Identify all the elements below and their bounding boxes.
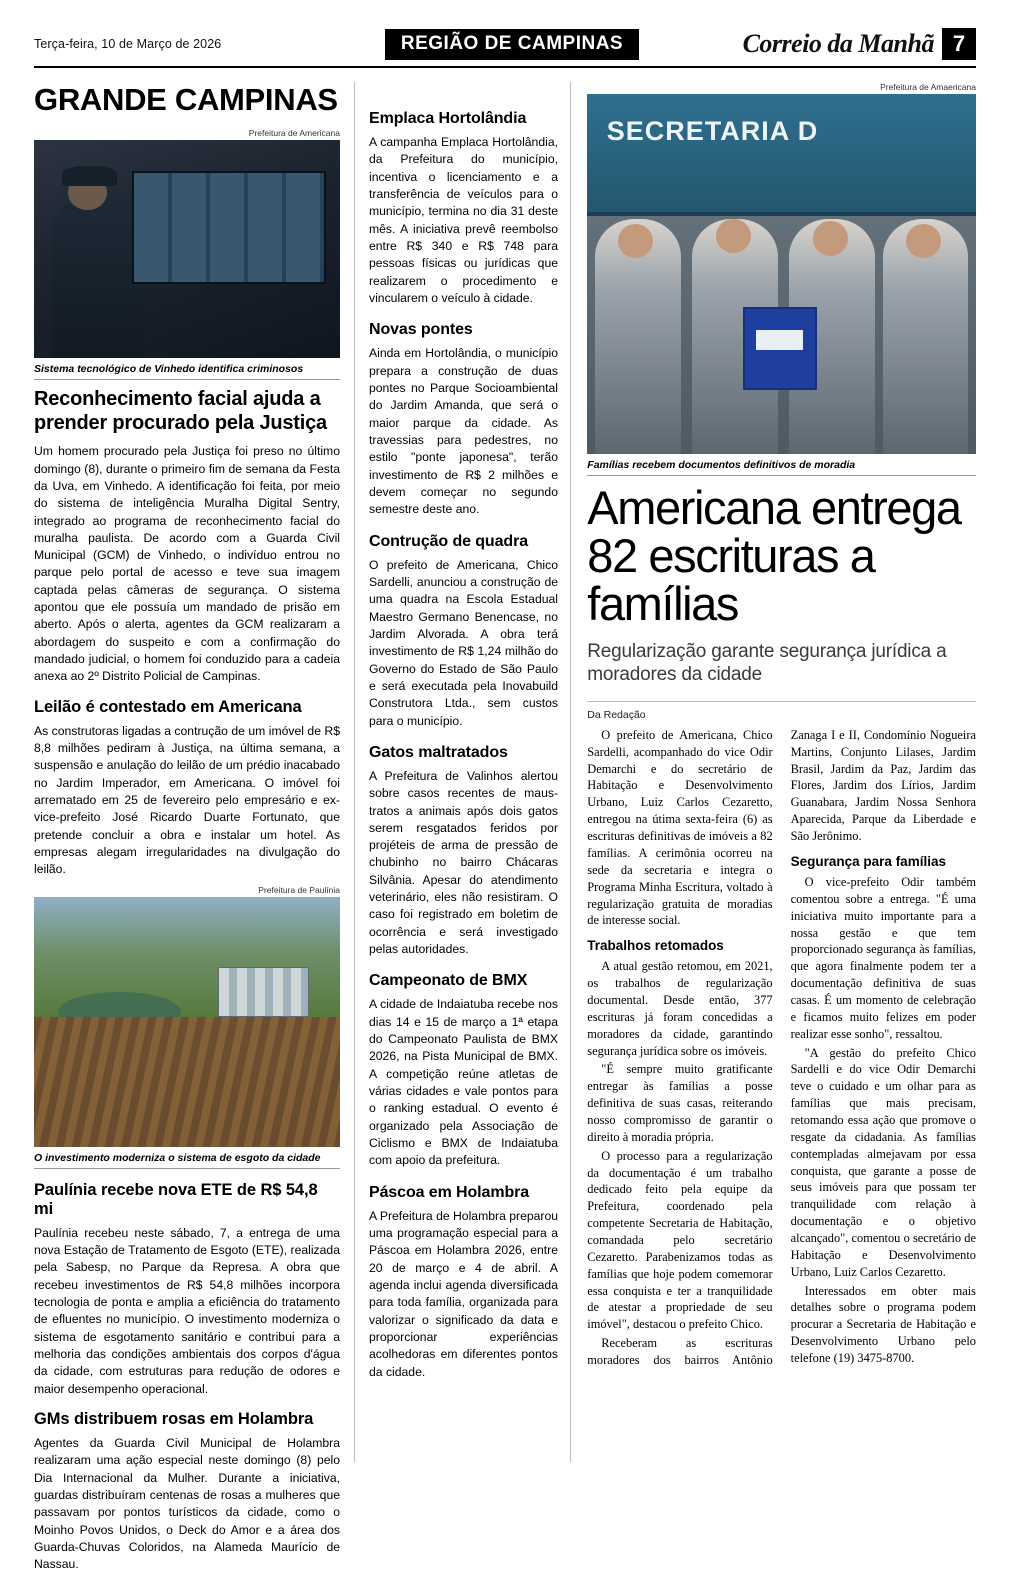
brief-text-1: Ainda em Hortolândia, o município prepara a construção de duas pontes no Parque Socioambiental do Jardim Amanda, que será o maior parque da cidade. As travessias para pedestres, no estilo "ponte japonesa", terão investimento de R$ 2 milhões e devem começar no segundo semestre deste ano. (369, 346, 558, 517)
masthead-right (743, 28, 976, 60)
main-s0-p2: O processo para a regularização da documentação é um trabalho dedicado feito pela equipe da Prefeitura, coordenado pela competente Secretaria de Habitação, comandada pelo secretário Cezaretto. Parabenizamos todas as famílias que hoje podem comemorar essa conquista e ter a tranquilidade de atestar a propriedade de seu imóvel", destacou o prefeito Chico. (587, 1148, 773, 1332)
main-s1-p0: O vice-prefeito Odir também comentou sobre a entrega. "É uma iniciativa muito importante para a nossa gestão e que tem proporcionado segurança às famílias, que agora finalmente podem ter a documentação definitiva de suas casas. É um momento de celebração e ficamos muito felizes em poder realizar esse sonho", ressaltou. (790, 874, 976, 1041)
photo-credit-1: Prefeitura de Americana (248, 128, 340, 138)
brief-headline-1: Novas pontes (369, 321, 473, 339)
photo-sign-text: SECRETARIA D (606, 115, 819, 146)
brief-headline-3: Gatos maltratados (369, 743, 508, 761)
story2-paragraph: As construtoras ligadas a contrução de um imóvel de R$ 8,8 milhões pediram à Justiça, na última semana, a suspensão e anulação do leilão de um prédio inacabado no Jardim Imperador, em Americana. O imóvel foi arrematado em 25 de fevereiro pelo empresário e ex-vice-prefeito José Ricardo Duarte Fortunato, que pretende concluir a obra e instalar um hotel. As empresas alegam irregularidades na divulgação do leilão. (34, 723, 340, 877)
main-section-heading-0: Trabalhos retomados (587, 938, 724, 954)
photo-credit-main: Prefeitura de Amaericana (880, 82, 976, 92)
column-a (34, 82, 354, 1572)
right-zone (570, 82, 976, 1462)
photo-plant (218, 967, 310, 1017)
section-banner: REGIÃO DE CAMPINAS (385, 29, 639, 60)
photo-caption-3: O investimento moderniza o sistema de esgoto da cidade (34, 1147, 340, 1169)
main-headline: Americana entrega 82 escrituras a famílias (587, 481, 961, 630)
photo-facial-recognition (34, 140, 340, 358)
lead-headline: Reconhecimento facial ajuda a prender procurado pela Justiça (34, 388, 327, 434)
story2-headline: Leilão é contestado em Americana (34, 697, 302, 716)
page-number: 7 (942, 28, 976, 60)
photo-sewage-plant (34, 897, 340, 1147)
publication-date: Terça-feira, 10 de Março de 2026 (34, 37, 222, 51)
main-deck: Regularização garante segurança jurídica a moradores da cidade (587, 640, 947, 686)
brief-headline-5: Páscoa em Holambra (369, 1183, 530, 1201)
page-body (34, 82, 976, 1572)
photo-blue-folder (743, 307, 817, 390)
photo-credit-3: Prefeitura de Paulínia (258, 884, 340, 895)
brief-text-2: O prefeito de Americana, Chico Sardelli, anunciou a construção de uma quadra na Escola Estadual Maestro Germano Benencase, no Jardim Alvorada. A obra terá investimento de R$ 1,24 milhão do Governo do Estado de São Paulo e será executada pela Inovabuild Construtora Ltda., sem custos para o município. (369, 557, 558, 728)
brief-headline-2: Contrução de quadra (369, 532, 529, 550)
photo-person-head-3 (813, 221, 848, 255)
photo-people (587, 209, 976, 454)
story4-headline: GMs distribuem rosas em Holambra (34, 1410, 314, 1429)
main-s1-p2: Interessados em obter mais detalhes sobre o programa podem procurar a Secretaria de Habitação e Desenvolvimento Urbano pelo telefone (19) 3475-8700. (790, 1283, 976, 1365)
brief-headline-4: Campeonato de BMX (369, 972, 528, 990)
masthead (34, 28, 976, 68)
photo-caption-1: Sistema tecnológico de Vinhedo identifica criminosos (34, 358, 340, 380)
main-article-body (587, 727, 976, 1369)
byline: Da Redação (587, 701, 976, 721)
left-zone (34, 82, 570, 1572)
photo-field (34, 1017, 340, 1147)
main-s0-p0: A atual gestão retomou, em 2021, os trabalhos de regularização documental. Desde então, 377 escrituras já foram concedidas a moradores da cidade, garantindo segurança jurídica sobre os imóveis. (587, 959, 773, 1058)
main-s0-p1: "É sempre muito gratificante entregar às famílias a posse definitiva de suas casas, reiterando nosso compromisso de garantir o direito à moradia própria. (587, 1062, 773, 1144)
column-b-briefs (354, 82, 564, 1462)
photo-person-head-2 (716, 219, 751, 253)
main-s0-p3: Receberam as escrituras moradores dos bairros Antônio Zanaga I e II, Condomínio Nogueira Martins, Conjunto Lilases, Jardim Brasil, Jardim da Paz, Jardim das Flores, Jardim dos Lírios, Jardim Guanabara, Jardim Nossa Senhora Aparecida, Parque da Liberdade e São Jerônimo. (587, 727, 976, 1367)
brief-text-3: A Prefeitura de Valinhos alertou sobre casos recentes de maus-tratos a animais após dois gatos serem resgatados feridos por projéteis de arma de pressão de chubinho no bairro Chácaras Silvânia. Apesar do atendimento veterinário, eles não resistiram. O caso foi registrado em boletim de ocorrência e será investigado pelas autoridades. (369, 768, 558, 957)
main-paragraph-0: O prefeito de Americana, Chico Sardelli, acompanhado do vice Odir Demarchi e do secretário de Habitação e Desenvolvimento Urbano, Luiz Carlos Cezaretto, entregou na útima sexta-feira (6) as escrituras definitivas de imóveis a 82 famílias. A cerimônia ocorreu na sede da secretaria e integra o Programa Minha Escritura, voltado à regularização gratuita de moradias de interesse social. (587, 727, 773, 928)
newspaper-logo: Correio da Manhã (742, 29, 934, 58)
main-section-heading-1: Segurança para famílias (790, 853, 946, 869)
brief-headline-0: Emplaca Hortolândia (369, 110, 527, 127)
story4-paragraph: Agentes da Guarda Civil Municipal de Holambra realizaram uma ação especial neste domingo (8) pelo Dia Internacional da Mulher. Durante a iniciativa, guardas distribuíram centenas de rosas a mulheres que passavam por pontos turísticos da cidade, como o Moinho Povos Unidos, o Deck do Amor e a área dos Guarda-Chuvas Coloridos, na Alameda Maurício de Nassau. (34, 1436, 340, 1572)
story3-paragraph: Paulínia recebeu neste sábado, 7, a entrega de uma nova Estação de Tratamento de Esgoto (ETE), realizada pela Sabesp, no Parque da Represa. A obra que recebeu investimentos de R$ 54,8 milhões incorpora tecnologia de ponta e amplia a eficiência do tratamento de efluentes no município. O investimento moderniza o sistema de esgotamento sanitário e contribui para a melhoria das condições ambientais dos corpos d'água da cidade, com estruturas para redução de odores e maior desempenho operacional. (34, 1225, 340, 1396)
photo-caption-main: Famílias recebem documentos definitivos de moradia (587, 454, 976, 476)
section-title: GRANDE CAMPINAS (34, 82, 338, 117)
brief-text-5: A Prefeitura de Holambra preparou uma programação especial para a Páscoa em Holambra 2026, entre 20 de março e 4 de abril. A agenda inclui agenda diversificada para toda família, organizada para valorizar o significado da data e proporcionar experiências acolhedoras em diferentes pontos da cidade. (369, 1208, 559, 1379)
brief-text-0: A campanha Emplaca Hortolândia, da Prefeitura do município, incentiva o licenciamento e a transferência de veículos para o município, termina no dia 31 deste mês. A iniciativa prevê reembolso entre R$ 340 e R$ 748 para pessoas físicas ou jurídicas que realizarem o procedimento e vincularem o veículo à cidade. (369, 135, 558, 305)
brief-text-4: A cidade de Indaiatuba recebe nos dias 14 e 15 de março a 1ª etapa do Campeonato Paulista de BMX 2026, na Pista Municipal de BMX. A competição reúne atletas de várias cidades e vale pontos para o ranking estadual. O evento é organizado pela Associação de Ciclismo e BMX de Indaiatuba com apoio da prefeitura. (369, 997, 558, 1168)
photo-cap (62, 166, 117, 186)
lead-paragraph: Um homem procurado pela Justiça foi preso no último domingo (8), durante o primeiro fim de semana da Festa da Uva, em Vinhedo. A identificação foi feita, por meio do sistema de inteligência Muralha Digital Sentry, integrado ao programa de reconhecimento facial do muralha paulista. De acordo com a Guarda Civil Municipal (GCM) de Vinhedo, o indivíduo entrou no parque pelo portal de acesso e teve sua imagem captada pelas câmeras de segurança. O sistema apontou que ele possuía um mandado de prisão em aberto. Após o alerta, agentes da GCM realizaram a abordagem do suspeito e com a confirmação do mandado judicial, o homem foi conduzido para a cadeia anexa ao 2º Distrito Policial de Campinas. (34, 444, 340, 684)
story3-headline: Paulínia recebe nova ETE de R$ 54,8 mi (34, 1180, 318, 1218)
photo-figure (52, 197, 144, 358)
photo-person-head-4 (906, 224, 941, 258)
photo-sign (587, 94, 976, 216)
main-s1-p1: "A gestão do prefeito Chico Sardelli e do vice Odir Demarchi teve o cuidado e um olhar para as famílias que mais precisam, retomando essa ação que promove o resgate da cidadania. As famílias contempladas almejavam por essa conquista, que garante a posse de seus imóveis para que possam ter tranquilidade com relação à documentação e o objetivo alcançado", comentou o secretário de Habitação e Desenvolvimento Urbano, Luiz Carlos Cezaretto. (790, 1045, 976, 1279)
photo-deed-delivery (587, 94, 976, 454)
